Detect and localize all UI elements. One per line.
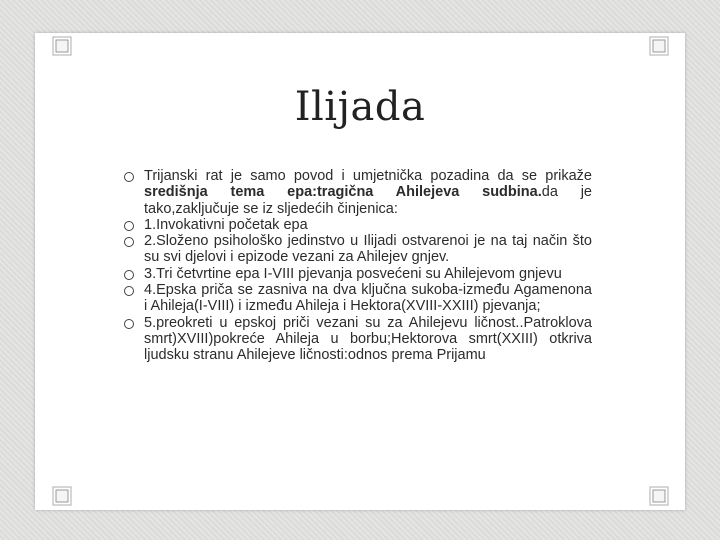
hollow-circle-icon — [124, 286, 134, 296]
slide-title: Ilijada — [294, 84, 426, 130]
bullet-item — [124, 282, 592, 315]
bullet-item — [124, 217, 592, 233]
corner-ornament-icon — [52, 36, 72, 56]
bullet-item — [124, 266, 592, 282]
bullet-text: 5.preokreti u epskoj priči vezani su za Ahilejevu ličnost..Patroklova smrt)XVIII)pokreće Ahileja u borbu;Hektorova smrt(XXIII) otkriva ljudsku stranu Ahilejeve ličnosti:odnos prema Prijamu — [144, 314, 592, 364]
hollow-circle-icon — [124, 237, 134, 247]
bullet-text: 4.Epska priča se zasniva na dva ključna sukoba-između Agamenona i Ahileja(I-VIII) i između Ahileja i Hektora(XVIII-XXIII) pjevanja; — [144, 282, 592, 315]
bullet-item — [124, 233, 592, 266]
bullet-text: 1.Invokativni početak epa — [144, 216, 308, 233]
bullet-bold-text: središnja tema epa:tragična Ahilejeva sudbina. — [144, 184, 542, 201]
hollow-circle-icon — [124, 221, 134, 231]
corner-ornament-icon — [649, 36, 669, 56]
hollow-circle-icon — [124, 270, 134, 280]
hollow-circle-icon — [124, 172, 134, 182]
corner-ornament-icon — [52, 486, 72, 506]
bullet-item — [124, 315, 592, 364]
bullet-text: 2.Složeno psihološko jedinstvo u Ilijadi ostvarenoi je na taj način što su svi djelovi i epizode vezani za Ahilejev gnjev. — [144, 233, 592, 266]
bullet-text: da je tako,zaključuje se iz sljedećih činjenica: — [144, 184, 592, 217]
bullet-list — [124, 168, 592, 364]
bullet-text: Trijanski rat je samo povod i umjetnička pozadina da se prikaže — [144, 168, 592, 184]
corner-ornament-icon — [649, 486, 669, 506]
bullet-item — [124, 168, 592, 217]
hollow-circle-icon — [124, 319, 134, 329]
bullet-text: 3.Tri četvrtine epa I-VIII pjevanja posvećeni su Ahilejevom gnjevu — [144, 265, 562, 282]
